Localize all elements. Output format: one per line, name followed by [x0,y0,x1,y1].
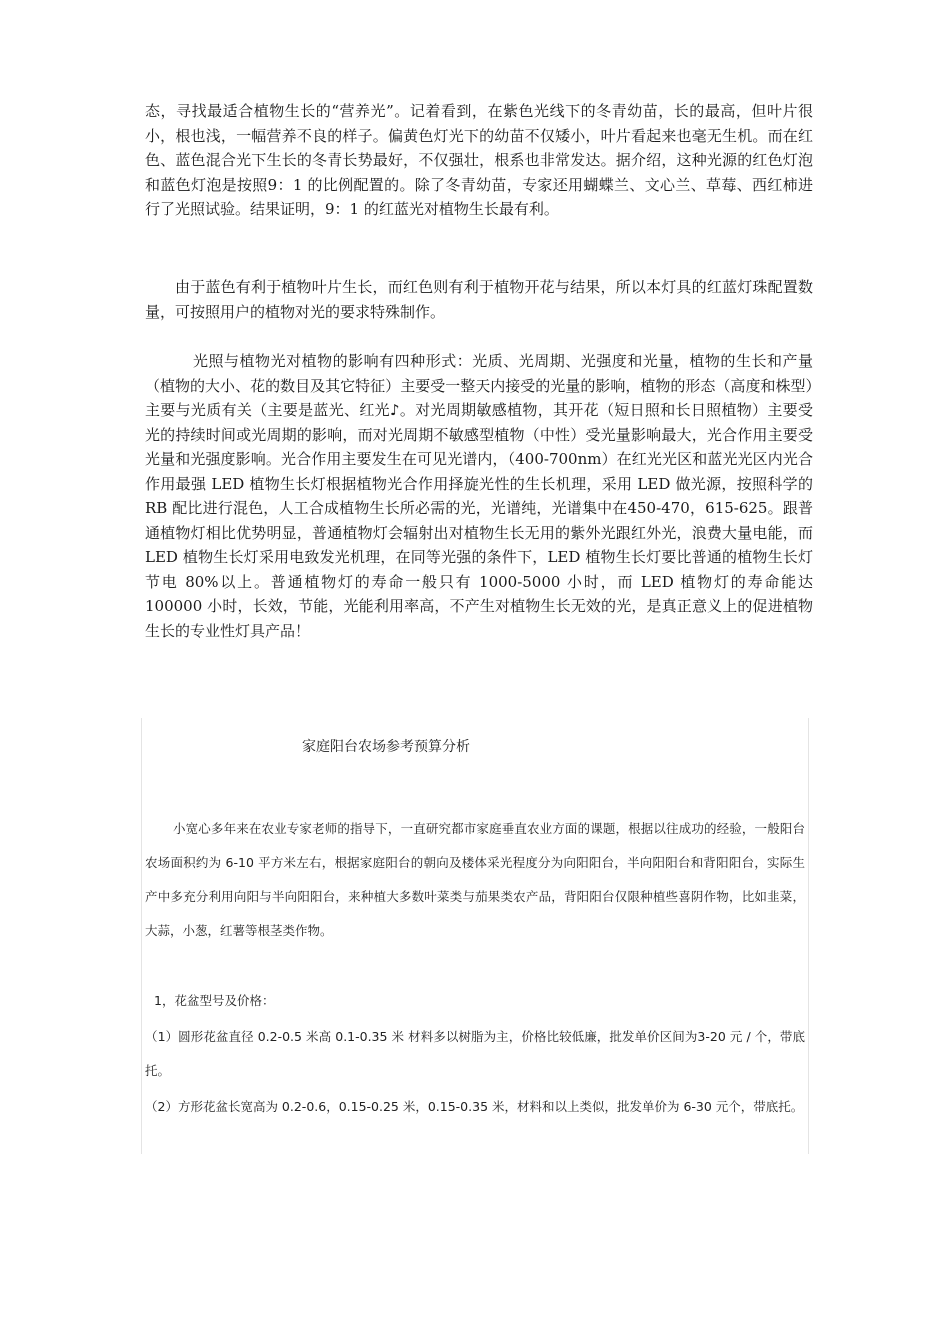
embedded-item-square-pot: （2）方形花盆长宽高为 0.2-0.6，0.15-0.25 米，0.15-0.35 米，材料和以上类似，批发单价为 6-30 元个，带底托。 [145,1099,804,1114]
embedded-section-heading: 1，花盆型号及价格： [154,993,275,1008]
body-paragraph-3: 光照与植物光对植物的影响有四种形式：光质、光周期、光强度和光量，植物的生长和产量（植物的大小、花的数目及其它特征）主要受一整天内接受的光量的影响，植物的形态（高度和株型）主要与光质有关（主要是蓝光、红光♪。对光周期敏感植物，其开花（短日照和长日照植物）主要受光的持续时间或光周期的影响，而对光周期不敏感型植物（中性）受光量影响最大，光合作用主要受光量和光强度影响。光合作用主要发生在可见光谱内，（400-700nm）在红光光区和蓝光光区内光合作用最强 LED 植物生长灯根据植物光合作用择旋光性的生长机理，采用 LED 做光源，按照科学的 RB 配比进行混色，人工合成植物生长所必需的光，光谱纯，光谱集中在450-470，615-625。跟普通植物灯相比优势明显，普通植物灯会辐射出对植物生长无用的紫外光跟红外光，浪费大量电能，而LED 植物生长灯采用电致发光机理，在同等光强的条件下，LED 植物生长灯要比普通的植物生长灯节电 80%以上。普通植物灯的寿命一般只有 1000-5000 小时，而 LED 植物灯的寿命能达 100000 小时，长效，节能，光能利用率高，不产生对植物生长无效的光，是真正意义上的促进植物生长的专业性灯具产品！ [145,352,813,640]
embedded-intro-paragraph: 小宽心多年来在农业专家老师的指导下，一直研究都市家庭垂直农业方面的课题，根据以往成功的经验，一般阳台农场面积约为 6-10 平方米左右，根据家庭阳台的朝向及楼体采光程度分为向阳阳台，半向阳阳台和背阳阳台，实际生产中多充分利用向阳与半向阳阳台，来种植大多数叶菜类与茄果类农产品，背阳阳台仅限种植些喜阴作物，比如韭菜，大蒜，小葱，红薯等根茎类作物。 [145,821,805,938]
body-paragraph-2: 由于蓝色有利于植物叶片生长，而红色则有利于植物开花与结果，所以本灯具的红蓝灯珠配置数量，可按照用户的植物对光的要求特殊制作。 [145,278,813,321]
embedded-item-round-pot: （1）圆形花盆直径 0.2-0.5 米高 0.1-0.35 米 材料多以树脂为主，价格比较低廉，批发单价区间为3-20 元 / 个，带底托。 [145,1029,805,1078]
embedded-budget-section [141,718,809,1154]
body-paragraph-1: 态，寻找最适合植物生长的“营养光”。记着看到，在紫色光线下的冬青幼苗，长的最高，但叶片很小，根也浅，一幅营养不良的样子。偏黄色灯光下的幼苗不仅矮小，叶片看起来也毫无生机。而在红色、蓝色混合光下生长的冬青长势最好，不仅强壮，根系也非常发达。据介绍，这种光源的红色灯泡和蓝色灯泡是按照9：1 的比例配置的。除了冬青幼苗，专家还用蝴蝶兰、文心兰、草莓、西红柿进行了光照试验。结果证明，9：1 的红蓝光对植物生长最有利。 [145,102,813,218]
embedded-title: 家庭阳台农场参考预算分析 [302,739,470,755]
